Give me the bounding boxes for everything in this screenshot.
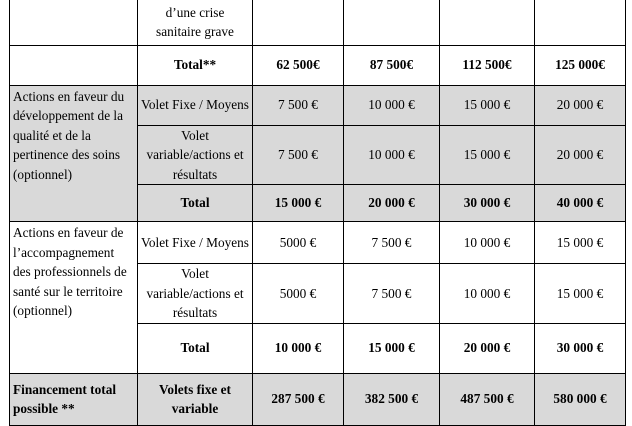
value-cell: 10 000 €	[253, 323, 344, 373]
empty-cell	[10, 0, 138, 45]
value-cell: 15 000 €	[253, 185, 344, 222]
value-cell: 15 000 €	[440, 85, 535, 125]
section-label-quality: Actions en faveur du développement de la qualité et de la pertinence des soins (optionnel)	[10, 85, 138, 222]
total-component-label: Volets fixe et variable	[138, 373, 253, 425]
section-label-support: Actions en faveur de l’accompagnement des professionnels de santé sur le territoire (optionnel)	[10, 222, 138, 374]
value-cell: 112 500€	[440, 45, 535, 85]
component-label: Volet variable/actions et résultats	[138, 264, 253, 324]
component-label: Volet Fixe / Moyens	[138, 222, 253, 264]
value-cell: 10 000 €	[344, 125, 440, 185]
value-cell: 62 500€	[253, 45, 344, 85]
value-cell: 20 000 €	[535, 85, 626, 125]
value-cell: 7 500 €	[253, 85, 344, 125]
value-cell: 20 000 €	[440, 323, 535, 373]
value-cell: 15 000 €	[535, 264, 626, 324]
value-cell: 87 500€	[344, 45, 440, 85]
funding-table-container	[9, 0, 626, 426]
total-label: Financement total possible **	[10, 373, 138, 425]
value-cell: 15 000 €	[344, 323, 440, 373]
value-cell: 487 500 €	[440, 373, 535, 425]
table-row	[10, 222, 626, 264]
value-cell: 30 000 €	[440, 185, 535, 222]
empty-cell	[253, 0, 344, 45]
value-cell: 580 000 €	[535, 373, 626, 425]
value-cell: 20 000 €	[344, 185, 440, 222]
value-cell: 10 000 €	[440, 222, 535, 264]
subtotal-label: Total	[138, 323, 253, 373]
table-row	[10, 0, 626, 45]
value-cell: 5000 €	[253, 264, 344, 324]
subtotal-label: Total**	[138, 45, 253, 85]
value-cell: 20 000 €	[535, 125, 626, 185]
empty-cell	[344, 0, 440, 45]
empty-cell	[10, 45, 138, 85]
value-cell: 382 500 €	[344, 373, 440, 425]
component-label: Volet Fixe / Moyens	[138, 85, 253, 125]
component-label: Volet variable/actions et résultats	[138, 125, 253, 185]
empty-cell	[440, 0, 535, 45]
value-cell: 7 500 €	[253, 125, 344, 185]
subtotal-label: Total	[138, 185, 253, 222]
value-cell: 7 500 €	[344, 222, 440, 264]
funding-table	[9, 0, 626, 426]
value-cell: 30 000 €	[535, 323, 626, 373]
value-cell: 287 500 €	[253, 373, 344, 425]
value-cell: 10 000 €	[344, 85, 440, 125]
value-cell: 15 000 €	[440, 125, 535, 185]
value-cell: 40 000 €	[535, 185, 626, 222]
table-row	[10, 85, 626, 125]
row-label-continued: d’une crise sanitaire grave	[138, 0, 253, 45]
value-cell: 7 500 €	[344, 264, 440, 324]
empty-cell	[535, 0, 626, 45]
table-row	[10, 373, 626, 425]
value-cell: 125 000€	[535, 45, 626, 85]
table-row	[10, 45, 626, 85]
value-cell: 10 000 €	[440, 264, 535, 324]
value-cell: 5000 €	[253, 222, 344, 264]
value-cell: 15 000 €	[535, 222, 626, 264]
